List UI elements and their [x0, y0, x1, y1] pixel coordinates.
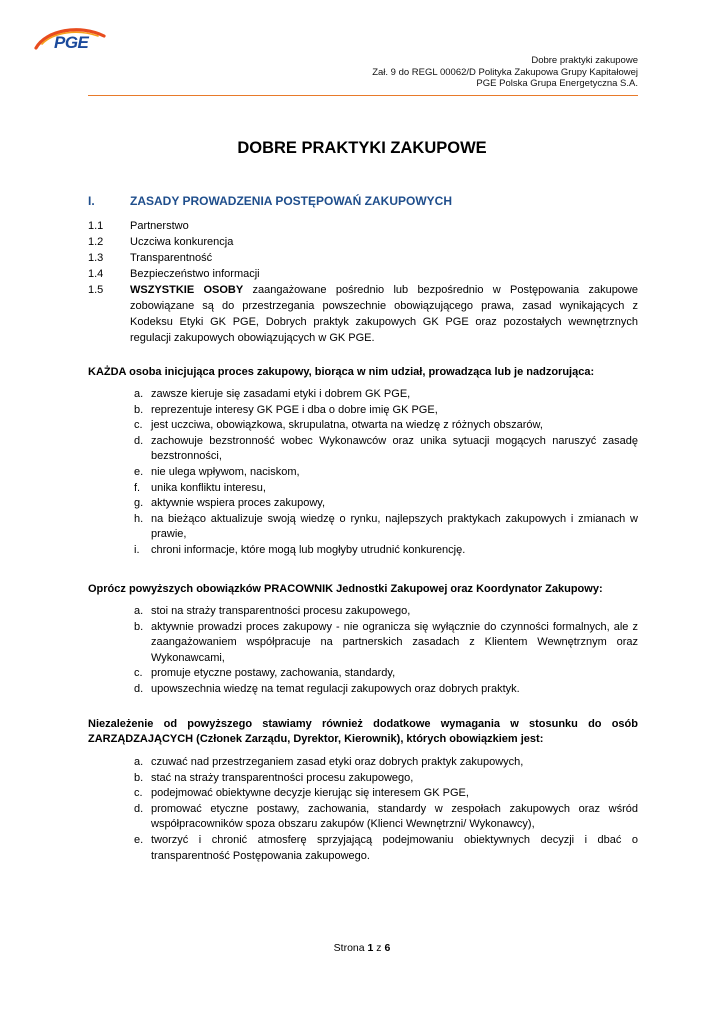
principle-text — [130, 282, 638, 346]
list-marker: b. — [134, 403, 144, 416]
principle-item — [88, 250, 638, 266]
list-text: podejmować obiektywne decyzje kierując się interesem GK PGE, — [151, 787, 469, 800]
list-marker: c. — [134, 787, 143, 800]
list-text: aktywnie prowadzi proces zakupowy - nie ogranicza się wyłącznie do czynności formalnych, ale z zaangażowaniem współpracuje na partnerskich zasadach z Klientem Wewnętrznym oraz Wykonawcami, — [151, 620, 638, 664]
principle-text: Transparentność — [130, 252, 213, 264]
list-marker: d. — [134, 682, 144, 695]
list-text: promować etyczne postawy, zachowania, standardy w zespołach zakupowych oraz wśród współpracowników spoza obszaru zakupów (Klienci Wewnętrzni/ Wykonawcy), — [151, 802, 638, 831]
page-of: z — [376, 942, 382, 954]
list-text: chroni informacje, które mogą lub mogłyby utrudnić konkurencję. — [151, 543, 466, 556]
list-text: stoi na straży transparentności procesu zakupowego, — [151, 605, 411, 617]
list-marker: g. — [134, 497, 144, 510]
list-marker: b. — [134, 620, 144, 633]
list-item — [134, 755, 638, 771]
principle-body: zaangażowane pośrednio lub bezpośrednio w Postępowania zakupowe zobowiązane są do przestrzegania powszechnie obowiązującego prawa, zasad wynikających z Kodeksu Etyki GK PGE, Dobrych praktyk zakupowych GK PGE oraz pozostałych wewnętrznych regulacji zakupowych obowiązujących w GK PGE. — [130, 284, 638, 344]
block3-lead: Niezależenie od powyższego stawiamy również dodatkowe wymagania w stosunku do osób ZARZĄDZAJĄCYCH (Członek Zarządu, Dyrektor, Kierownik), których obowiązkiem jest: — [88, 718, 638, 745]
block1-list — [134, 387, 638, 559]
list-item — [134, 403, 638, 419]
list-text: tworzyć i chronić atmosferę sprzyjającą podejmowaniu obiektywnych decyzji i dbać o transparentność Postępowania zakupowego. — [151, 833, 638, 862]
principle-number: 1.3 — [88, 252, 104, 264]
document-title: DOBRE PRAKTYKI ZAKUPOWE — [237, 139, 487, 157]
principles-list — [88, 218, 638, 346]
page-label: Strona — [333, 942, 365, 954]
section-heading — [88, 194, 452, 208]
list-marker: e. — [134, 833, 144, 846]
list-text: unika konfliktu interesu, — [151, 481, 266, 494]
pge-logo — [32, 24, 106, 54]
list-item — [134, 434, 638, 465]
block2-list — [134, 604, 638, 698]
list-item — [134, 512, 638, 543]
list-text: aktywnie wspiera proces zakupowy, — [151, 497, 326, 510]
page-footer — [0, 942, 724, 954]
list-text: reprezentuje interesy GK PGE i dba o dobre imię GK PGE, — [151, 403, 438, 416]
list-item — [134, 802, 638, 833]
header-doc-name: Dobre praktyki zakupowe — [531, 55, 638, 66]
list-marker: a. — [134, 756, 144, 768]
principle-item — [88, 234, 638, 250]
principle-number: 1.5 — [88, 284, 104, 296]
principle-bold-lead: WSZYSTKIE OSOBY — [130, 284, 244, 296]
section-title: ZASADY PROWADZENIA POSTĘPOWAŃ ZAKUPOWYCH — [130, 194, 453, 208]
list-text: czuwać nad przestrzeganiem zasad etyki oraz dobrych praktyk zakupowych, — [151, 756, 524, 768]
list-marker: a. — [134, 388, 144, 400]
principle-text: Partnerstwo — [130, 220, 189, 232]
list-marker: d. — [134, 802, 144, 815]
list-item — [134, 620, 638, 667]
section-number: I. — [88, 194, 95, 208]
list-item — [134, 682, 638, 698]
principle-item — [88, 282, 638, 346]
list-marker: b. — [134, 771, 144, 784]
page-total: 6 — [384, 942, 391, 954]
list-marker: e. — [134, 465, 144, 478]
list-marker: d. — [134, 434, 144, 447]
principle-text: Bezpieczeństwo informacji — [130, 268, 260, 280]
list-item — [134, 786, 638, 802]
list-marker: i. — [134, 543, 140, 556]
list-item — [134, 418, 638, 434]
list-marker: c. — [134, 419, 143, 432]
header-company: PGE Polska Grupa Energetyczna S.A. — [476, 78, 638, 89]
list-item — [134, 604, 638, 620]
list-item — [134, 543, 638, 559]
list-item — [134, 481, 638, 497]
list-text: promuje etyczne postawy, zachowania, standardy, — [151, 667, 396, 680]
list-marker: f. — [134, 481, 141, 494]
principle-number: 1.1 — [88, 220, 104, 232]
header-meta — [372, 55, 638, 90]
list-item — [134, 833, 638, 864]
list-text: upowszechnia wiedzę na temat regulacji zakupowych oraz dobrych praktyk. — [151, 682, 520, 695]
header-attachment-ref: Zał. 9 do REGL 00062/D Polityka Zakupowa Grupy Kapitałowej — [372, 66, 638, 78]
page-number: 1 — [367, 942, 374, 954]
block3-list — [134, 755, 638, 864]
list-marker: h. — [134, 512, 144, 525]
principle-item — [88, 266, 638, 282]
header-divider — [88, 95, 638, 96]
list-item — [134, 465, 638, 481]
list-item — [134, 771, 638, 787]
list-text: zachowuje bezstronność wobec Wykonawców oraz unika sytuacji mogących naruszyć zasadę bezstronności, — [151, 434, 638, 463]
list-item — [134, 496, 638, 512]
list-item — [134, 387, 638, 403]
list-marker: a. — [134, 605, 144, 617]
logo-text: PGE — [54, 33, 89, 52]
block1-lead: KAŻDA osoba inicjująca proces zakupowy, biorąca w nim udział, prowadząca lub je nadzorująca: — [88, 366, 595, 378]
principle-item — [88, 218, 638, 234]
list-text: jest uczciwa, obowiązkowa, skrupulatna, otwarta na wiedzę z różnych obszarów, — [151, 419, 543, 432]
principle-number: 1.4 — [88, 268, 104, 280]
list-text: nie ulega wpływom, naciskom, — [151, 465, 300, 478]
principle-text: Uczciwa konkurencja — [130, 236, 234, 248]
list-text: na bieżąco aktualizuje swoją wiedzę o rynku, najlepszych praktykach zakupowych i zmianach w prawie, — [151, 512, 638, 541]
principle-number: 1.2 — [88, 236, 104, 248]
block2-lead: Oprócz powyższych obowiązków PRACOWNIK Jednostki Zakupowej oraz Koordynator Zakupowy: — [88, 583, 603, 595]
list-text: zawsze kieruje się zasadami etyki i dobrem GK PGE, — [151, 388, 411, 400]
list-marker: c. — [134, 667, 143, 680]
list-text: stać na straży transparentności procesu zakupowego, — [151, 771, 414, 784]
list-item — [134, 666, 638, 682]
